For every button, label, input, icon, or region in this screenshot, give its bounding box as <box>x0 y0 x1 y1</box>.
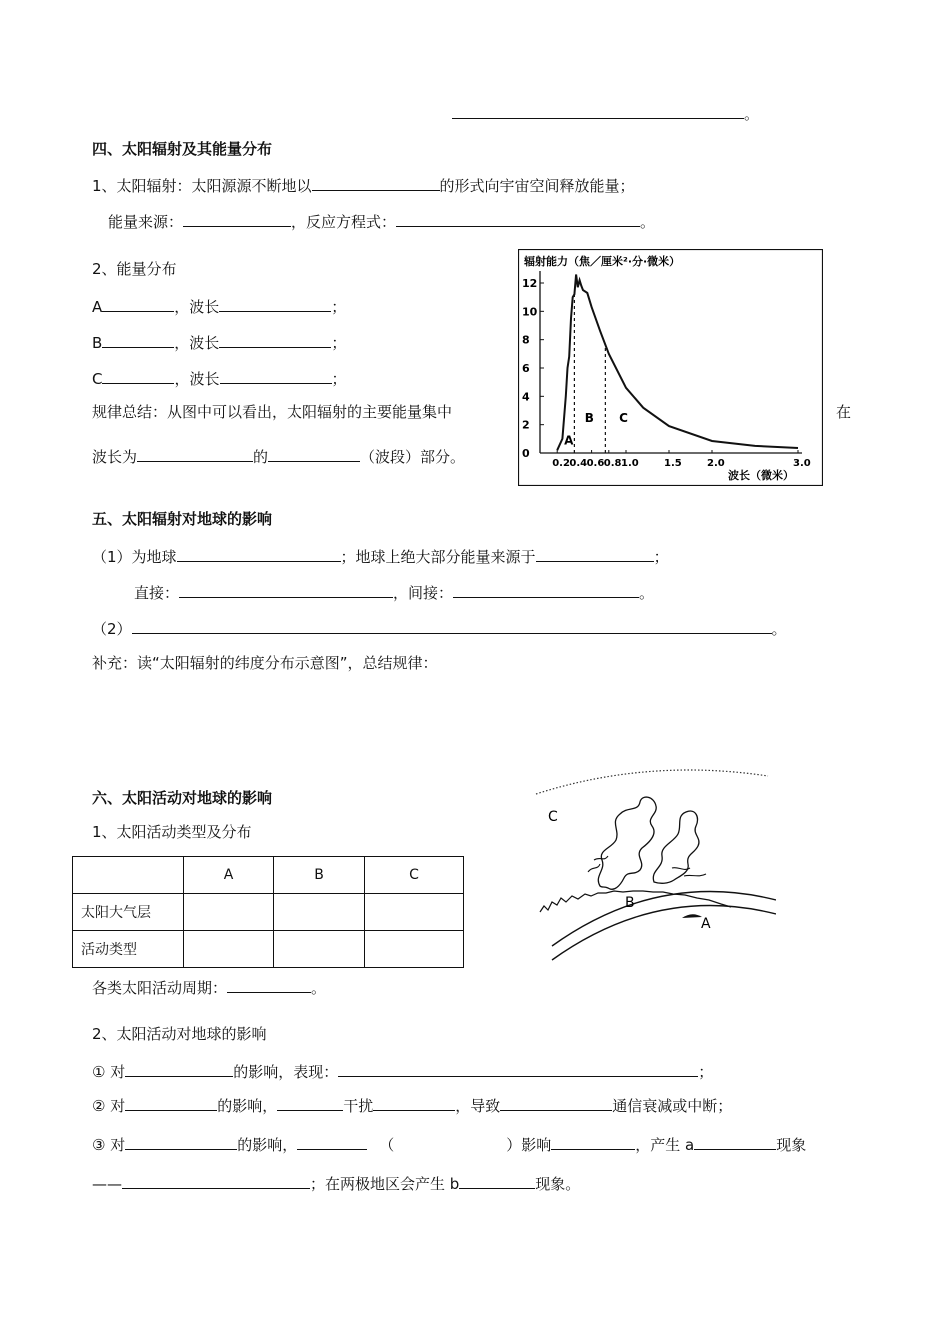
sunspot-mark <box>682 914 702 918</box>
y-tick-label: 8 <box>522 333 530 347</box>
s4-rule-line1: 规律总结：从图中可以看出，太阳辐射的主要能量集中 <box>92 403 453 421</box>
blank[interactable] <box>268 445 360 462</box>
label-a: A <box>701 916 711 932</box>
s4-rule-at: 在 <box>836 403 852 421</box>
s4-row-a: A ，波长 ； <box>92 295 346 317</box>
blank[interactable] <box>338 1060 698 1077</box>
blank[interactable] <box>122 1172 310 1189</box>
prominence-left <box>598 797 656 889</box>
x-tick-label: 0.6 <box>586 458 605 469</box>
y-tick-label: 0 <box>522 447 530 460</box>
blank[interactable] <box>102 295 174 312</box>
s4-line3: 2、能量分布 <box>92 260 177 278</box>
s6-impact1: ① 对 的影响，表现： ； <box>92 1060 713 1082</box>
x-axis-title: 波长（微米） <box>728 469 794 482</box>
s6-impact3: ③ 对 的影响， （ ）影响 ，产生 a 现象 <box>92 1133 806 1155</box>
row-label-activity: 活动类型 <box>73 931 184 968</box>
s4-line1: 1、太阳辐射：太阳源源不断地以 的形式向宇宙空间释放能量； <box>92 174 635 196</box>
table-header-row <box>73 857 464 894</box>
x-tick-label: 2.0 <box>707 458 725 469</box>
corona-outline <box>536 770 768 794</box>
blank[interactable] <box>227 976 311 993</box>
blank[interactable] <box>137 445 253 462</box>
table-header-a: A <box>184 857 274 894</box>
s6-impact4: —— ；在两极地区会产生 b 现象。 <box>92 1172 580 1194</box>
section4-heading: 四、太阳辐射及其能量分布 <box>92 140 273 158</box>
blank[interactable] <box>277 1094 343 1111</box>
blank[interactable] <box>179 581 393 598</box>
photosphere-outer-curve <box>552 892 776 946</box>
blank[interactable] <box>694 1133 776 1150</box>
chart-frame <box>519 250 823 486</box>
s6-line2: 2、太阳活动对地球的影响 <box>92 1025 267 1043</box>
table-row <box>73 894 464 931</box>
blank[interactable] <box>219 331 331 348</box>
photosphere-inner-curve <box>552 906 776 960</box>
x-tick-label: 0.8 <box>603 458 622 469</box>
blank[interactable] <box>396 210 640 227</box>
table-header-b: B <box>274 857 365 894</box>
blank[interactable] <box>500 1094 612 1111</box>
solar-activity-table <box>72 856 464 968</box>
s5-supplement: 补充：读“太阳辐射的纬度分布示意图”，总结规律： <box>92 654 438 672</box>
region-label-b: B <box>584 410 594 425</box>
section5-heading: 五、太阳辐射对地球的影响 <box>92 510 273 528</box>
y-tick-label: 4 <box>522 390 530 404</box>
blank[interactable] <box>220 367 332 384</box>
solar-spectrum-chart <box>518 249 823 486</box>
label-c: C <box>548 809 558 825</box>
solar-atmosphere-diagram <box>528 764 776 964</box>
region-label-c: C <box>619 410 628 425</box>
s4-row-b: B ，波长 ； <box>92 331 346 353</box>
blank[interactable] <box>373 1094 455 1111</box>
x-tick-label: 1.5 <box>664 458 682 469</box>
table-cell[interactable] <box>274 894 365 931</box>
y-tick-label: 10 <box>522 305 538 319</box>
y-tick-label: 6 <box>522 362 530 375</box>
blank[interactable] <box>551 1133 635 1150</box>
x-tick-label: 0.4 <box>569 458 588 469</box>
region-label-a: A <box>564 433 574 448</box>
blank[interactable] <box>459 1172 535 1189</box>
label-b: B <box>625 895 635 911</box>
blank[interactable] <box>297 1133 367 1150</box>
blank[interactable] <box>125 1094 217 1111</box>
s5-line2: 直接： ，间接： 。 <box>134 581 654 603</box>
y-tick-label: 2 <box>522 418 530 432</box>
table-corner-cell <box>73 857 184 894</box>
chromosphere-edge <box>540 891 731 912</box>
x-tick-label: 3.0 <box>793 458 811 469</box>
x-tick-label: 0.2 <box>552 458 570 469</box>
table-header-c: C <box>365 857 464 894</box>
s5-line3: （2） 。 <box>92 617 787 639</box>
y-tick-label: 12 <box>522 277 538 290</box>
table-cell[interactable] <box>365 894 464 931</box>
s6-period: 各类太阳活动周期： 。 <box>92 976 326 998</box>
y-axis-title: 辐射能力（焦／厘米²·分·微米） <box>524 255 681 268</box>
blank[interactable] <box>452 102 744 119</box>
s4-row-c: C ，波长 ； <box>92 367 347 389</box>
table-row <box>73 931 464 968</box>
blank[interactable] <box>183 210 291 227</box>
table-cell[interactable] <box>184 894 274 931</box>
blank[interactable] <box>102 367 174 384</box>
blank[interactable] <box>536 545 654 562</box>
table-cell[interactable] <box>274 931 365 968</box>
s4-rule-line2: 波长为 的 （波段）部分。 <box>92 445 465 467</box>
blank[interactable] <box>125 1060 233 1077</box>
blank[interactable] <box>312 174 440 191</box>
x-tick-label: 1.0 <box>621 458 639 469</box>
blank[interactable] <box>177 545 341 562</box>
blank[interactable] <box>219 295 331 312</box>
s6-line1: 1、太阳活动类型及分布 <box>92 823 252 841</box>
table-cell[interactable] <box>365 931 464 968</box>
s4-line2: 能量来源： ，反应方程式： 。 <box>108 210 655 232</box>
blank[interactable] <box>132 617 772 634</box>
blank[interactable] <box>102 331 174 348</box>
s5-line1: （1）为地球 ；地球上绝大部分能量来源于 ； <box>92 545 669 567</box>
table-cell[interactable] <box>184 931 274 968</box>
top-answer-line: 。 <box>452 102 759 124</box>
s6-impact2: ② 对 的影响， 干扰 ，导致 通信衰减或中断； <box>92 1094 732 1116</box>
blank[interactable] <box>125 1133 237 1150</box>
prominence-right <box>653 811 699 883</box>
blank[interactable] <box>453 581 639 598</box>
section6-heading: 六、太阳活动对地球的影响 <box>92 789 273 807</box>
row-label-atmosphere: 太阳大气层 <box>73 894 184 931</box>
